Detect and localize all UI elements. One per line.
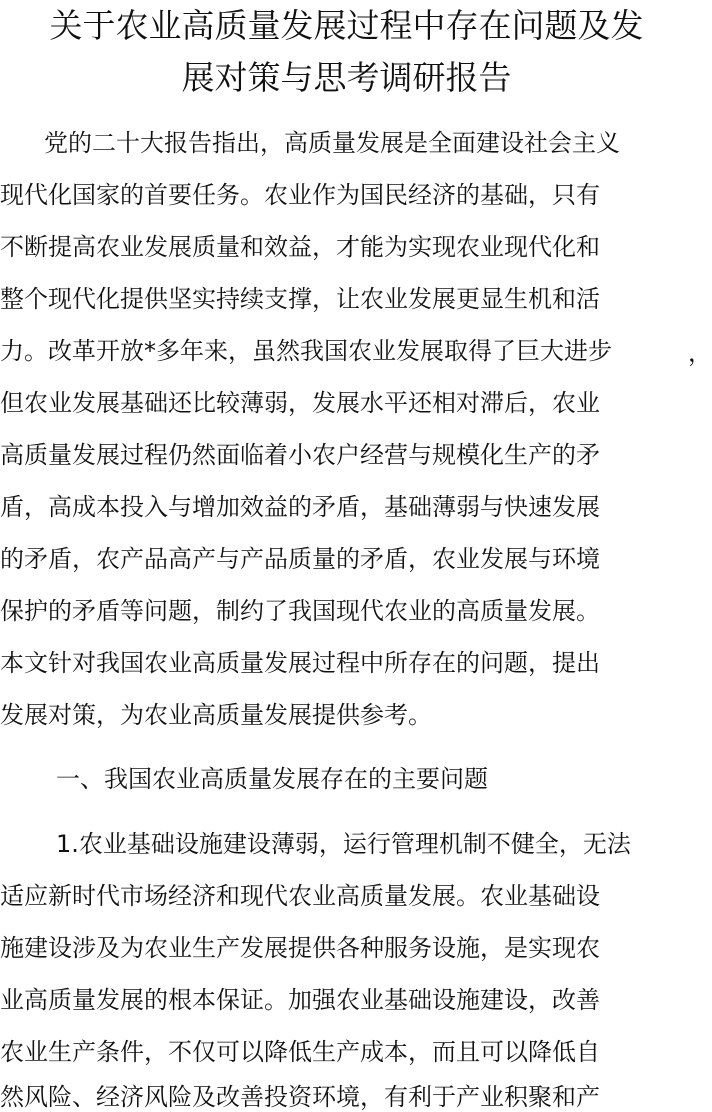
paragraph-line: 高质量发展过程仍然面临着小农户经营与规模化生产的矛 bbox=[0, 441, 600, 469]
paragraph-line: 然风险、经济风险及改善投资环境，有利于产业积聚和产 bbox=[0, 1083, 600, 1111]
paragraph-line: 施建设涉及为农业生产发展提供各种服务设施，是实现农 bbox=[0, 934, 600, 962]
paragraph-line: 的矛盾，农产品高产与产品质量的矛盾，农业发展与环境 bbox=[0, 545, 600, 573]
section-heading: 一、我国农业高质量发展存在的主要问题 bbox=[56, 765, 488, 793]
paragraph-line: 保护的矛盾等问题，制约了我国现代农业的高质量发展。 bbox=[0, 597, 600, 625]
paragraph-line: 但农业发展基础还比较薄弱，发展水平还相对滞后，农业 bbox=[0, 389, 600, 417]
paragraph-line: 本文针对我国农业高质量发展过程中所存在的问题，提出 bbox=[0, 649, 600, 677]
document-title-line-2: 展对策与思考调研报告 bbox=[181, 58, 512, 97]
paragraph-line: 适应新时代市场经济和现代农业高质量发展。农业基础设 bbox=[0, 882, 600, 910]
overflow-punctuation: ， bbox=[688, 339, 712, 367]
paragraph-line: 现代化国家的首要任务。农业作为国民经济的基础，只有 bbox=[0, 181, 600, 209]
document-title-line-1: 关于农业高质量发展过程中存在问题及发 bbox=[49, 6, 644, 45]
paragraph-line: 不断提高农业发展质量和效益，才能为实现农业现代化和 bbox=[0, 233, 600, 261]
paragraph-line: 发展对策，为农业高质量发展提供参考。 bbox=[0, 701, 432, 729]
paragraph-line: 1.农业基础设施建设薄弱，运行管理机制不健全，无法 bbox=[56, 830, 631, 858]
paragraph-line: 业高质量发展的根本保证。加强农业基础设施建设，改善 bbox=[0, 986, 600, 1014]
paragraph-line: 盾，高成本投入与增加效益的矛盾，基础薄弱与快速发展 bbox=[0, 493, 600, 521]
paragraph-line: 党的二十大报告指出，高质量发展是全面建设社会主义 bbox=[44, 129, 620, 157]
paragraph-line: 力。改革开放*多年来，虽然我国农业发展取得了巨大进步 bbox=[0, 337, 612, 365]
paragraph-line: 农业生产条件，不仅可以降低生产成本，而且可以降低自 bbox=[0, 1038, 600, 1066]
paragraph-line: 整个现代化提供坚实持续支撑，让农业发展更显生机和活 bbox=[0, 285, 600, 313]
